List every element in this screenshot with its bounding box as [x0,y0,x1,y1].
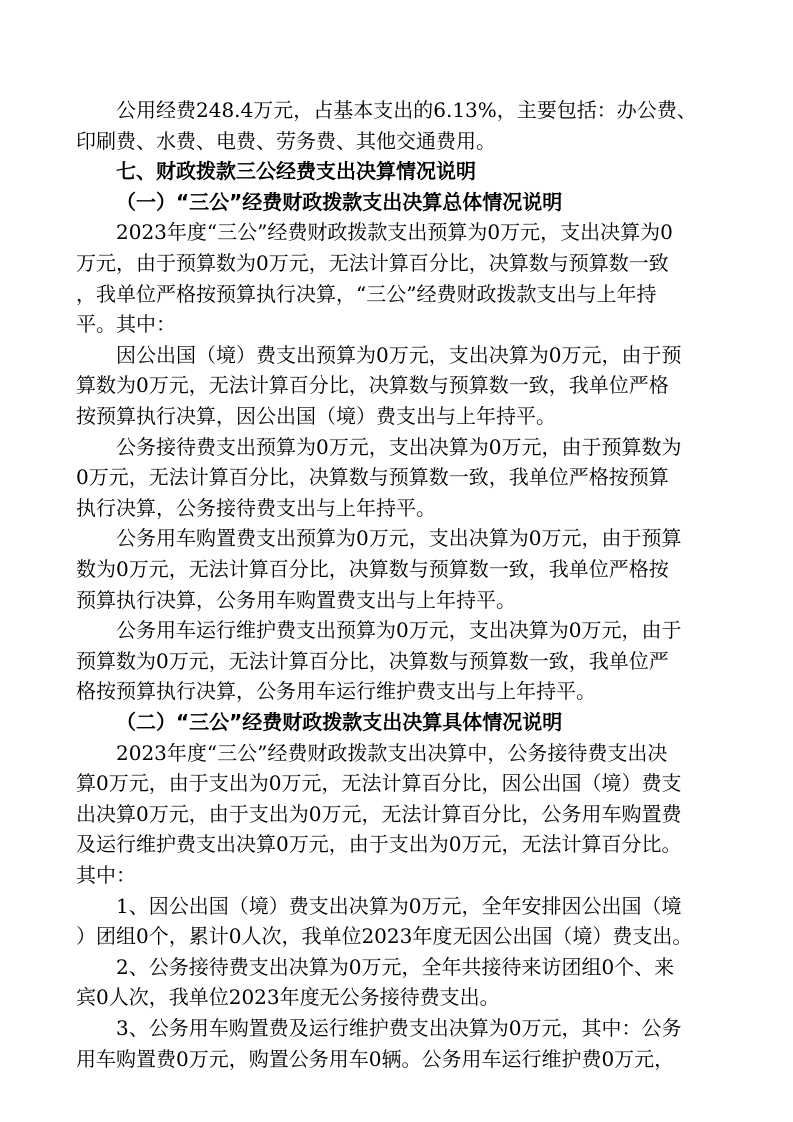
text-line: 2023年度“三公”经费财政拨款支出预算为0万元，支出决算为0 [116,220,673,245]
text-line: 算数为0万元，无法计算百分比，决算数与预算数一致，我单位严格 [76,373,669,398]
text-line: ）团组0个，累计0人次，我单位2023年度无因公出国（境）费支出。 [76,924,693,949]
text-line: 因公出国（境）费支出预算为0万元，支出决算为0万元，由于预 [116,342,682,367]
text-line: 2023年度“三公”经费财政拨款支出决算中，公务接待费支出决 [116,740,668,765]
text-line: 预算数为0万元，无法计算百分比，决算数与预算数一致，我单位严 [76,648,669,673]
text-line: 用车购置费0万元，购置公务用车0辆。公务用车运行维护费0万元， [76,1046,675,1071]
text-line: 公务用车购置费支出预算为0万元，支出决算为0万元，由于预算 [116,526,682,551]
text-line: 3、公务用车购置费及运行维护费支出决算为0万元，其中：公务 [116,1016,682,1040]
text-line: 万元，由于预算数为0万元，无法计算百分比，决算数与预算数一致 [76,251,669,275]
text-line: ，我单位严格按预算执行决算，“三公”经费财政拨款支出与上年持 [76,281,657,306]
text-line: 算0万元，由于支出为0万元，无法计算百分比，因公出国（境）费支 [76,771,682,796]
text-line: 公务用车运行维护费支出预算为0万元，支出决算为0万元，由于 [116,618,682,643]
text-line: 其中： [76,863,136,887]
text-line: 出决算0万元，由于支出为0万元，无法计算百分比，公务用车购置费 [76,801,682,826]
text-line: 印刷费、水费、电费、劳务费、其他交通费用。 [76,128,496,153]
text-line: 格按预算执行决算，公务用车运行维护费支出与上年持平。 [76,679,596,704]
text-line: 数为0万元，无法计算百分比，决算数与预算数一致，我单位严格按 [76,557,669,581]
text-line: 执行决算，公务接待费支出与上年持平。 [76,495,436,520]
text-line: 2、公务接待费支出决算为0万元，全年共接待来访团组0个、来 [116,954,675,979]
text-line: 公用经费248.4万元，占基本支出的6.13%，主要包括：办公费、 [116,98,697,122]
section-heading: （一）“三公”经费财政拨款支出决算总体情况说明 [116,189,563,214]
section-heading: （二）“三公”经费财政拨款支出决算具体情况说明 [116,710,563,734]
text-line: 按预算执行决算，因公出国（境）费支出与上年持平。 [76,404,556,428]
text-line: 预算执行决算，公务用车购置费支出与上年持平。 [76,587,516,612]
text-line: 1、因公出国（境）费支出决算为0万元，全年安排因公出国（境 [116,893,682,918]
text-line: 及运行维护费支出决算0万元，由于支出为0万元，无法计算百分比。 [76,832,682,857]
text-line: 公务接待费支出预算为0万元，支出决算为0万元，由于预算数为 [116,434,682,459]
text-line: 0万元，无法计算百分比，决算数与预算数一致，我单位严格按预算 [76,465,669,490]
text-line: 平。其中： [76,312,176,337]
section-heading: 七、财政拨款三公经费支出决算情况说明 [116,159,476,184]
text-line: 宾0人次，我单位2023年度无公务接待费支出。 [76,985,500,1010]
